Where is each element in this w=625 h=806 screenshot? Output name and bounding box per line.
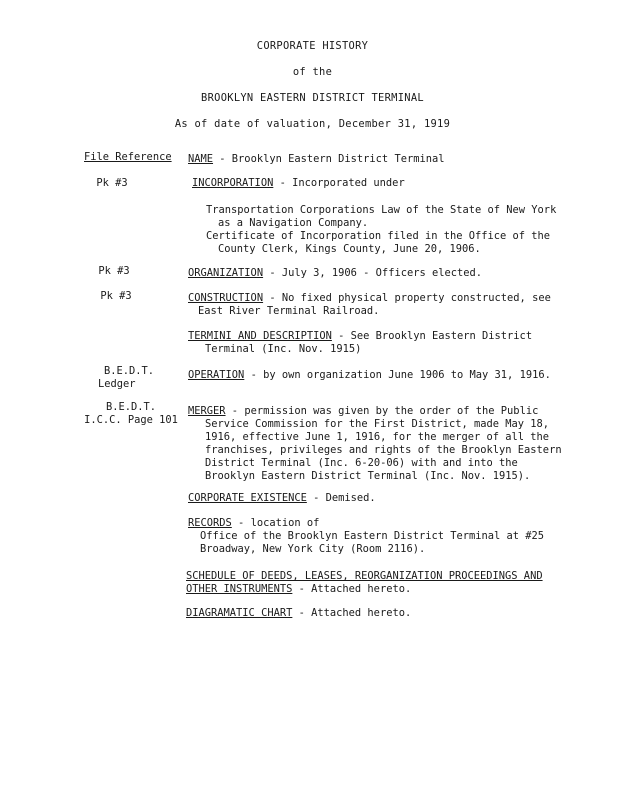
entry-continuation: Brooklyn Eastern District Terminal (Inc. Nov. 1915). [205, 470, 531, 482]
doc-valuation-date: As of date of valuation, December 31, 1919 [174, 118, 451, 130]
ref-line: B.E.D.T. [105, 401, 157, 413]
entry-text: - Incorporated under [273, 177, 405, 189]
file-ref-incorporation: Pk #3 [96, 177, 128, 189]
entry-records [188, 517, 588, 556]
ref-line: B.E.D.T. [103, 365, 155, 377]
entry-continuation: Service Commission for the First District, made May 18, [205, 418, 550, 430]
detail-line: as a Navigation Company. [218, 217, 369, 229]
file-ref-organization: Pk #3 [98, 265, 130, 277]
entry-text: - Demised. [306, 492, 376, 504]
entry-continuation: District Terminal (Inc. 6-20-06) with and into the [205, 457, 518, 469]
entry-label: DIAGRAMATIC CHART [186, 607, 293, 619]
doc-title: CORPORATE HISTORY [256, 40, 369, 52]
doc-title-company: BROOKLYN EASTERN DISTRICT TERMINAL [201, 92, 424, 104]
entry-text: - Attached hereto. [292, 583, 412, 595]
entry-continuation: East River Terminal Railroad. [198, 305, 380, 317]
entry-continuation: 1916, effective June 1, 1916, for the merger of all the [205, 431, 550, 443]
entry-label: OTHER INSTRUMENTS [186, 583, 293, 595]
ref-line: Ledger [98, 378, 136, 390]
entry-merger [188, 405, 598, 483]
entry-construction [188, 292, 588, 318]
file-reference-heading: File Reference [84, 151, 172, 163]
entry-organization [188, 267, 588, 280]
entry-text: - See Brooklyn Eastern District [331, 330, 533, 342]
entry-label: INCORPORATION [192, 177, 274, 189]
entry-label: CORPORATE EXISTENCE [188, 492, 307, 504]
entry-operation [188, 369, 588, 382]
entry-name [188, 153, 588, 166]
entry-schedule [186, 570, 606, 596]
entry-continuation: Office of the Brooklyn Eastern District Terminal at #25 [200, 530, 545, 542]
entry-corporate-existence [188, 492, 588, 505]
entry-text: - July 3, 1906 - Officers elected. [263, 267, 483, 279]
entry-continuation: Terminal (Inc. Nov. 1915) [205, 343, 362, 355]
entry-incorporation [192, 177, 592, 190]
entry-continuation: franchises, privileges and rights of the Brooklyn Eastern [205, 444, 562, 456]
file-ref-operation [94, 365, 164, 391]
entry-text: - Attached hereto. [292, 607, 412, 619]
entry-label: SCHEDULE OF DEEDS, LEASES, REORGANIZATION PROCEEDINGS AND [186, 570, 543, 582]
entry-termini [188, 330, 588, 356]
entry-label: CONSTRUCTION [188, 292, 264, 304]
entry-label: OPERATION [188, 369, 245, 381]
entry-label: TERMINI AND DESCRIPTION [188, 330, 332, 342]
ref-line: I.C.C. Page 101 [84, 414, 178, 426]
entry-text: - location of [231, 517, 320, 529]
entry-label: MERGER [188, 405, 226, 417]
detail-line: County Clerk, Kings County, June 20, 1906. [218, 243, 481, 255]
entry-label: NAME [188, 153, 214, 165]
entry-text: - No fixed physical property constructed, see [263, 292, 551, 304]
entry-continuation: Broadway, New York City (Room 2116). [200, 543, 426, 555]
entry-text: - permission was given by the order of the Public [225, 405, 539, 417]
entry-label: ORGANIZATION [188, 267, 264, 279]
entry-text: - Brooklyn Eastern District Terminal [213, 153, 445, 165]
incorporation-detail [206, 204, 576, 256]
detail-line: Transportation Corporations Law of the State of New York [206, 204, 557, 216]
entry-text: - by own organization June 1906 to May 31, 1916. [244, 369, 551, 381]
doc-title-of-the: of the [292, 66, 333, 78]
entry-label: RECORDS [188, 517, 232, 529]
detail-line: Certificate of Incorporation filed in the Office of the [206, 230, 551, 242]
file-ref-construction: Pk #3 [100, 290, 132, 302]
entry-diagrammatic-chart [186, 607, 586, 620]
file-ref-merger [66, 401, 196, 427]
